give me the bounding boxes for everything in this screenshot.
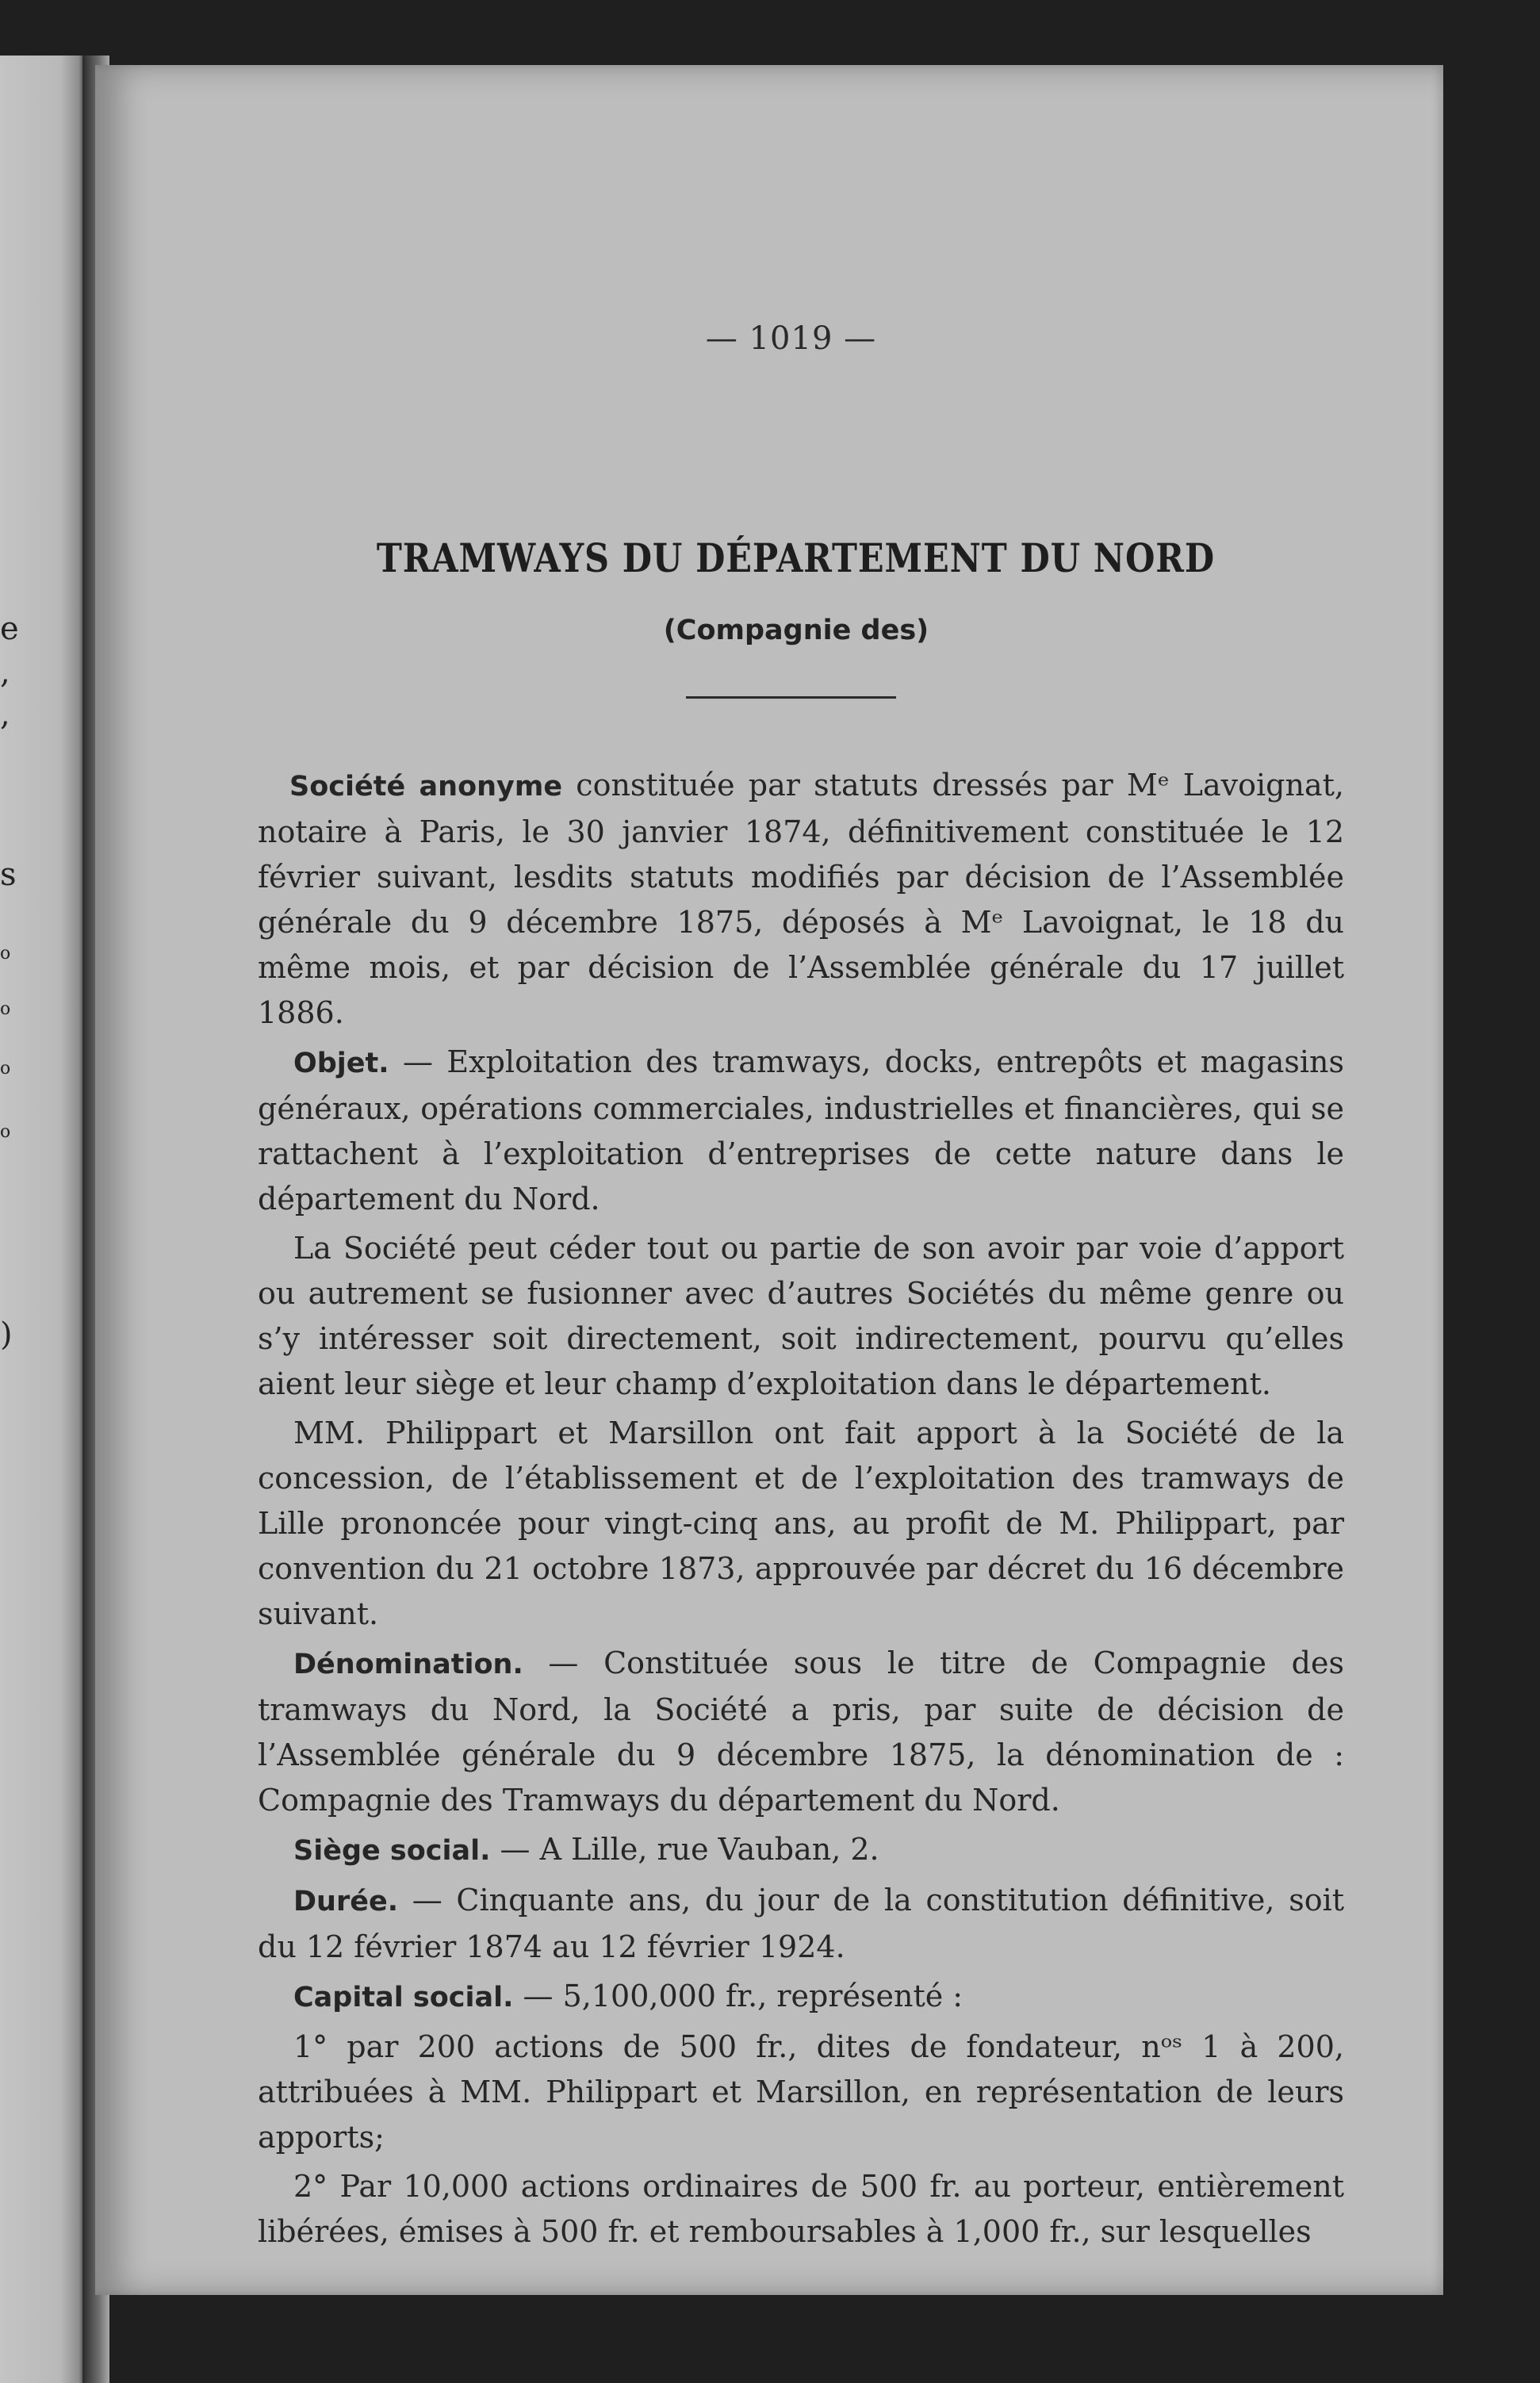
paragraph-text: 2° Par 10,000 actions ordinaires de 500 fr. au porteur, entièrement libérées, émises à 500 fr. et remboursables à 1,000 fr., sur lesquelles: [258, 2169, 1344, 2249]
paragraph-lead: Dénomination.: [293, 1649, 523, 1680]
facing-page-char: o: [0, 1059, 11, 1078]
paragraph: [258, 1641, 1344, 1823]
paragraph-text: — Constituée sous le titre de Compagnie des tramways du Nord, la Société a pris, par suite de décision de l’Assemblée générale du 9 décembre 1875, la dénomination de : Compagnie des Tramways du département du Nord.: [258, 1645, 1344, 1818]
paragraph-lead: Siège social.: [293, 1835, 491, 1867]
facing-page-edge: [0, 56, 86, 2383]
page-subtitle: (Compagnie des): [663, 615, 929, 646]
paragraph-lead: Objet.: [293, 1048, 389, 1079]
paragraph: [258, 1411, 1344, 1637]
paragraph-text: — A Lille, rue Vauban, 2.: [490, 1832, 879, 1867]
facing-page-char: e: [0, 611, 19, 647]
paragraph-lead: Durée.: [293, 1886, 399, 1918]
facing-page-char: ): [0, 1316, 13, 1353]
paragraph-text: MM. Philippart et Marsillon ont fait apport à la Société de la concession, de l’établissement et de l’exploitation des tramways de Lille prononcée pour vingt-cinq ans, au profit de M. Philippart, par convention du 21 octobre 1873, approuvée par décret du 16 décembre suivant.: [258, 1416, 1344, 1631]
facing-page-char: o: [0, 944, 11, 964]
facing-page-char: ,: [0, 654, 10, 691]
paragraph-lead: Capital social.: [293, 1982, 514, 2013]
paragraph: [258, 1040, 1344, 1222]
facing-page-char: o: [0, 999, 11, 1019]
article-body: [258, 763, 1344, 2258]
paragraph-lead: Société anonyme: [289, 771, 563, 803]
title-divider: [686, 696, 896, 699]
paragraph-text: constituée par statuts dressés par Mᵉ Lavoignat, notaire à Paris, le 30 janvier 1874, définitivement constituée le 12 février suivant, lesdits statuts modifiés par décision de l’Assemblée générale du 9 décembre 1875, déposés à Mᵉ Lavoignat, le 18 du même mois, et par décision de l’Assemblée générale du 17 juillet 1886.: [258, 768, 1344, 1030]
page-number: — 1019 —: [705, 320, 877, 357]
paragraph: [258, 1974, 1344, 2021]
facing-page-char: o: [0, 1122, 11, 1142]
facing-page-char: ,: [0, 696, 10, 733]
paragraph-text: — Cinquante ans, du jour de la constitution définitive, soit du 12 février 1874 au 12 février 1924.: [258, 1883, 1344, 1964]
facing-page-char: s: [0, 856, 17, 893]
paragraph: [258, 1827, 1344, 1874]
paragraph-text: — 5,100,000 fr., représenté :: [513, 1979, 963, 2013]
paragraph: [258, 2025, 1344, 2160]
page-title: TRAMWAYS DU DÉPARTEMENT DU NORD: [376, 534, 1216, 581]
paragraph-text: 1° par 200 actions de 500 fr., dites de fondateur, nᵒˢ 1 à 200, attribuées à MM. Philippart et Marsillon, en représentation de leurs apports;: [258, 2029, 1344, 2155]
paragraph: [258, 763, 1344, 1036]
paragraph-text: La Société peut céder tout ou partie de son avoir par voie d’apport ou autrement se fusionner avec d’autres Sociétés du même genre ou s’y intéresser soit directement, soit indirectement, pourvu qu’elles aient leur siège et leur champ d’exploitation dans le département.: [258, 1231, 1344, 1401]
paragraph: [258, 2164, 1344, 2255]
paragraph-text: — Exploitation des tramways, docks, entrepôts et magasins généraux, opérations commerciales, industrielles et financières, qui se rattachent à l’exploitation d’entreprises de cette nature dans le département du Nord.: [258, 1044, 1344, 1216]
document-page: [95, 65, 1443, 2295]
paragraph: [258, 1226, 1344, 1407]
paragraph: [258, 1878, 1344, 1970]
